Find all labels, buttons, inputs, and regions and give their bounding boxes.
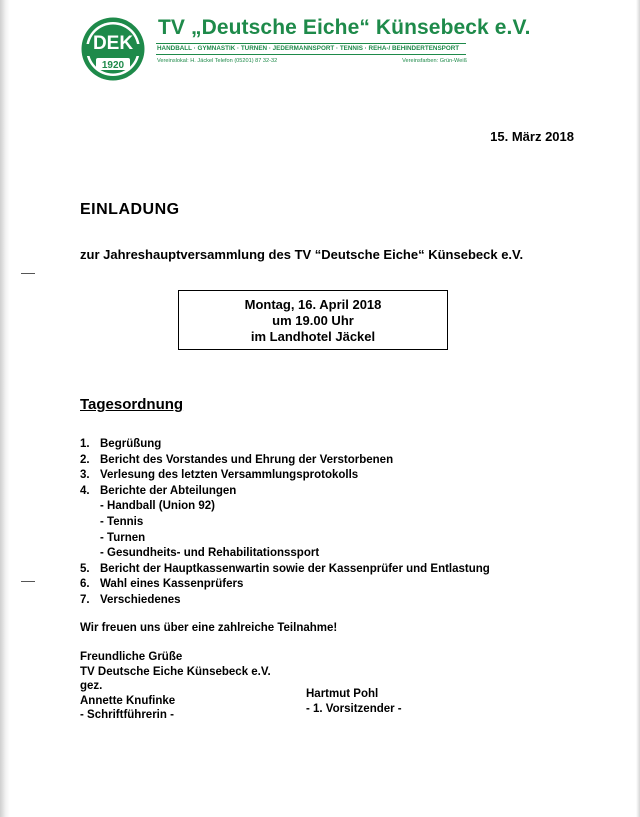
agenda-item [80, 484, 490, 500]
letter-subtitle: zur Jahreshauptversammlung des TV “Deutsche Eiche“ Künsebeck e.V. [80, 247, 524, 262]
agenda-number: 3. [80, 469, 90, 482]
club-logo [80, 16, 146, 82]
signer1-name: Annette Knufinke [80, 694, 176, 707]
agenda-text: Wahl eines Kassenprüfers [100, 578, 244, 591]
logo-year: 1920 [101, 60, 125, 71]
club-colors: Vereinsfarben: Grün-Weiß [402, 58, 467, 64]
agenda-number: 2. [80, 453, 90, 466]
agenda-list [80, 437, 490, 609]
agenda-subitem: - Handball (Union 92) [100, 500, 215, 513]
page-edge-shadow-right [636, 0, 640, 817]
agenda-text: Verlesung des letzten Versammlungsprotokolls [100, 469, 359, 482]
agenda-text: Bericht der Hauptkassenwartin sowie der Kassenprüfer und Entlastung [100, 562, 490, 575]
signer2-role: - 1. Vorsitzender - [306, 702, 402, 715]
page-edge-shadow [0, 0, 10, 817]
agenda-subitem: - Turnen [100, 531, 146, 544]
agenda-item [80, 593, 490, 609]
agenda-text: Begrüßung [100, 438, 162, 450]
fold-mark [21, 273, 35, 274]
agenda-number: 5. [80, 562, 90, 575]
club-sports: HANDBALL · GYMNASTIK · TURNEN · JEDERMANNSPORT · TENNIS · REHA-/ BEHINDERTENSPORT [157, 45, 460, 52]
agenda-text: Berichte der Abteilungen [100, 484, 237, 497]
letter-title: EINLADUNG [80, 201, 180, 218]
signoff-block [80, 650, 271, 723]
agenda-number: 6. [80, 578, 90, 591]
event-time: um 19.00 Uhr [272, 313, 354, 328]
logo-letters: DEK [92, 33, 134, 54]
signer2-block [306, 687, 402, 716]
organization: TV Deutsche Eiche Künsebeck e.V. [80, 665, 271, 678]
agenda-item [80, 562, 490, 578]
agenda-number: 4. [80, 484, 90, 497]
event-location: im Landhotel Jäckel [250, 329, 376, 344]
venue-info: Vereinslokal: H. Jäckel Telefon (05201) 87 32-32 [157, 58, 278, 64]
greeting: Freundliche Grüße [80, 651, 183, 663]
agenda-item [80, 577, 490, 593]
header-rule [156, 43, 466, 44]
agenda-subitem: - Gesundheits- und Rehabilitationssport [100, 547, 320, 560]
signer1-role: - Schriftführerin - [80, 709, 174, 721]
gez-note: gez. [80, 680, 103, 692]
punch-mark [21, 581, 35, 582]
club-name: TV „Deutsche Eiche“ Künsebeck e.V. [158, 16, 531, 39]
closing-sentence: Wir freuen uns über eine zahlreiche Teilnahme! [80, 622, 338, 634]
club-info [157, 58, 467, 64]
agenda-text: Bericht des Vorstandes und Ehrung der Verstorbenen [100, 453, 394, 466]
agenda-text: Verschiedenes [100, 593, 181, 606]
agenda-subitem: - Tennis [100, 515, 144, 528]
agenda-heading: Tagesordnung [80, 396, 184, 413]
agenda-number: 1. [80, 438, 90, 450]
agenda-item [80, 437, 490, 453]
agenda-item [80, 468, 490, 484]
agenda-item [80, 453, 490, 469]
signer2-name: Hartmut Pohl [306, 688, 379, 700]
event-date: Montag, 16. April 2018 [244, 297, 382, 312]
letter-date: 15. März 2018 [490, 129, 574, 144]
header-rule [156, 54, 466, 55]
agenda-number: 7. [80, 593, 90, 606]
event-box [178, 290, 448, 350]
